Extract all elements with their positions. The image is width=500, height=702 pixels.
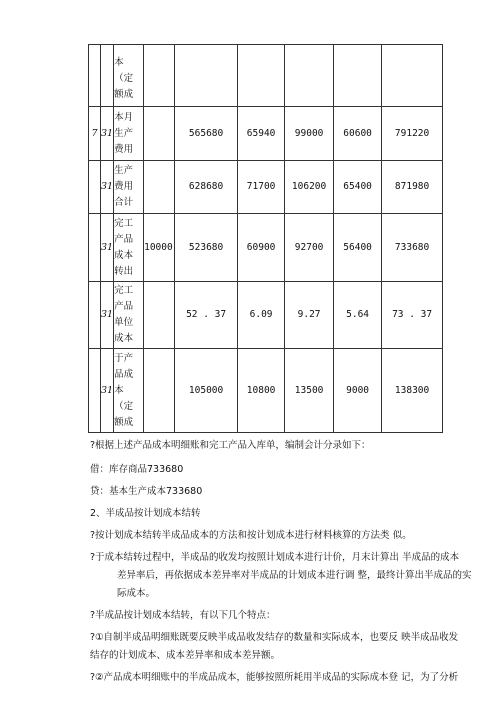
- item-label-line: 完工: [114, 285, 134, 296]
- quantity-cell: [144, 349, 175, 433]
- table-row: [89, 214, 443, 282]
- item-label-line: 品成: [114, 368, 134, 380]
- amount-cell: 628680: [175, 161, 238, 214]
- amount-cell: 138300: [382, 349, 443, 433]
- item-label-cell: [114, 45, 144, 107]
- amount-cell: 565680: [175, 107, 238, 161]
- item-label-line: 费用: [114, 181, 134, 192]
- table-row: [89, 161, 443, 214]
- item-label-cell: [114, 349, 144, 433]
- quantity-cell: [144, 282, 175, 349]
- text-line-6: ?于成本结转过程中，半成品的收发均按照计划成本进行计价，月末计算出 半成品的成本: [90, 552, 460, 563]
- amount-cell: 6.09: [238, 282, 285, 349]
- quantity-cell: [144, 161, 175, 214]
- amount-cell: 105000: [175, 349, 238, 433]
- amount-cell: 9000: [334, 349, 382, 433]
- day-cell: 31: [101, 214, 114, 282]
- table-row: [89, 282, 443, 349]
- table-row: [89, 349, 443, 433]
- item-label-line: 成本: [114, 249, 134, 261]
- item-label-line: 额成: [114, 88, 134, 100]
- day-cell: 31: [101, 161, 114, 214]
- amount-cell: 60600: [334, 107, 382, 161]
- item-label-line: 成本: [114, 333, 134, 344]
- amount-cell: 791220: [382, 107, 443, 161]
- item-label-cell: [114, 161, 144, 214]
- text-line-7: 差异率后，再依据成本差异率对半成品的计划成本进行调 整，最终计算出半成品的实: [117, 570, 472, 581]
- item-label-line: （定: [114, 400, 134, 412]
- amount-cell: [238, 45, 285, 107]
- item-label-line: 产品: [114, 233, 134, 245]
- amount-cell: 71700: [238, 161, 285, 214]
- day-cell: 31: [101, 349, 114, 433]
- cost-detail-table: [88, 44, 443, 433]
- text-line-10: ?①自制半成品明细账既要反映半成品收发结存的数量和实际成本，也要反 映半成品收发: [90, 632, 459, 643]
- text-line-4: 2、半成品按计划成本结转: [90, 508, 201, 519]
- month-cell: [89, 161, 101, 214]
- quantity-cell: [144, 45, 175, 107]
- amount-cell: 9.27: [285, 282, 334, 349]
- amount-cell: 73 . 37: [382, 282, 443, 349]
- amount-cell: [334, 45, 382, 107]
- amount-cell: 733680: [382, 214, 443, 282]
- amount-cell: 56400: [334, 214, 382, 282]
- day-cell: 31: [101, 107, 114, 161]
- text-line-1: ?根据上述产品成本明细账和完工产品入库单，编制会计分录如下：: [90, 440, 371, 451]
- amount-cell: 871980: [382, 161, 443, 214]
- text-line-12: ?②产品成本明细账中的半成品成本，能够按照所耗用半成品的实际成本登 记，为了分析: [90, 672, 459, 683]
- item-label-cell: [114, 107, 144, 161]
- amount-cell: 99000: [285, 107, 334, 161]
- item-label-cell: [114, 214, 144, 282]
- text-line-8: 际成本。: [117, 588, 156, 599]
- amount-cell: 92700: [285, 214, 334, 282]
- amount-cell: 65400: [334, 161, 382, 214]
- table-row: [89, 45, 443, 107]
- amount-cell: 523680: [175, 214, 238, 282]
- item-label-line: 本: [114, 384, 124, 396]
- amount-cell: [285, 45, 334, 107]
- item-label-line: （定: [114, 72, 134, 84]
- item-label-line: 转出: [114, 265, 134, 277]
- text-line-9: ?半成品按计划成本结转，有以下几个特点：: [90, 610, 276, 621]
- text-line-11: 结存的计划成本、成本差异率和成本差异额。: [90, 650, 281, 661]
- item-label-line: 本: [114, 56, 124, 68]
- item-label-line: 于产: [114, 352, 134, 364]
- amount-cell: 10800: [238, 349, 285, 433]
- amount-cell: [382, 45, 443, 107]
- month-cell: 7: [89, 107, 101, 161]
- item-label-line: 生产: [114, 127, 134, 139]
- item-label-line: 单位: [114, 317, 134, 328]
- item-label-line: 合计: [114, 197, 134, 208]
- quantity-cell: 10000: [144, 214, 175, 282]
- item-label-line: 生产: [114, 165, 134, 176]
- item-label-line: 完工: [114, 217, 134, 229]
- quantity-cell: [144, 107, 175, 161]
- month-cell: [89, 214, 101, 282]
- item-label-line: 本月: [114, 111, 134, 123]
- item-label-line: 费用: [114, 143, 134, 155]
- text-line-5: ?按计划成本结转半成品成本的方法和按计划成本进行材料核算的方法类 似。: [90, 530, 412, 541]
- text-line-3: 贷：基本生产成本733680: [90, 486, 203, 497]
- amount-cell: 65940: [238, 107, 285, 161]
- text-line-2: 借：库存商品733680: [90, 464, 184, 475]
- item-label-line: 产品: [114, 301, 134, 312]
- item-label-line: 额成: [114, 416, 134, 428]
- month-cell: [89, 45, 101, 107]
- amount-cell: 52 . 37: [175, 282, 238, 349]
- amount-cell: 13500: [285, 349, 334, 433]
- day-cell: 31: [101, 282, 114, 349]
- month-cell: [89, 349, 101, 433]
- amount-cell: 5.64: [334, 282, 382, 349]
- amount-cell: [175, 45, 238, 107]
- table-row: [89, 107, 443, 161]
- month-cell: [89, 282, 101, 349]
- item-label-cell: [114, 282, 144, 349]
- amount-cell: 60900: [238, 214, 285, 282]
- day-cell: [101, 45, 114, 107]
- amount-cell: 106200: [285, 161, 334, 214]
